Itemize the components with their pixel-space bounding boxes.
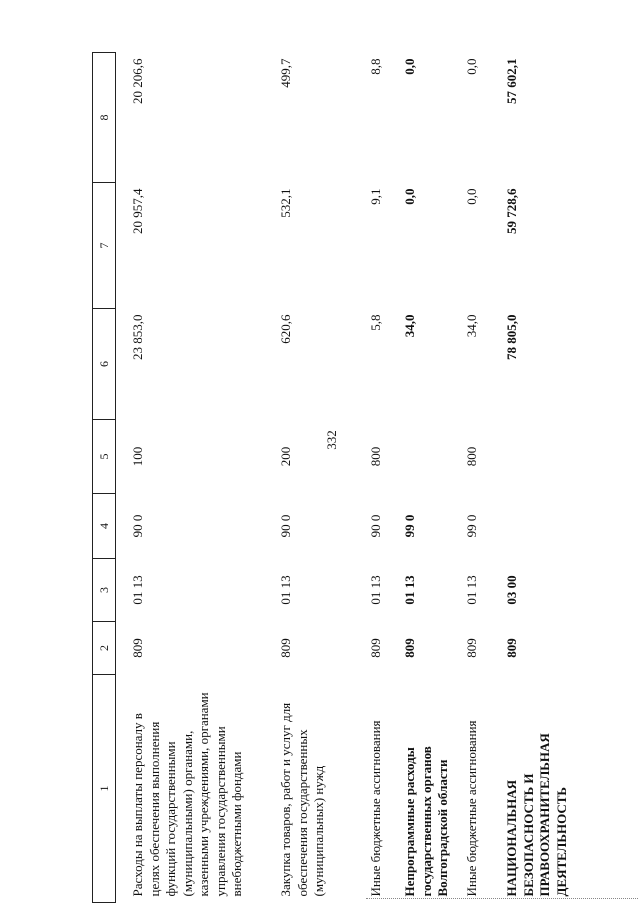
cell-expense-type: 200: [278, 446, 293, 467]
table-row: [130, 53, 278, 903]
cell-amount-col7: 59 728,6: [504, 188, 519, 234]
row-label: Непрограммные расходы государственных органов Волгоградской области: [402, 746, 450, 897]
table-row: [368, 53, 402, 903]
table-header-row: [93, 53, 116, 903]
cell-amount-col7: 20 957,4: [130, 188, 145, 234]
cell-department: 809: [504, 638, 519, 658]
cell-expense-type: 800: [368, 446, 383, 467]
cell-department: 809: [278, 638, 293, 658]
column-header: 5: [93, 420, 116, 494]
cell-amount-col6: 34,0: [402, 314, 417, 338]
cell-section: 03 00: [504, 575, 519, 605]
budget-table-wrapper: [92, 53, 640, 903]
cell-department: 809: [368, 638, 383, 658]
cell-amount-col6: 5,8: [368, 314, 383, 331]
cell-expense-type: [504, 420, 584, 494]
cell-amount-col8: 0,0: [464, 58, 479, 75]
row-label: Иные бюджетные ассигнования: [464, 720, 479, 897]
column-header: 3: [93, 559, 116, 622]
cell-amount-col6: 34,0: [464, 314, 479, 338]
table-row: [278, 53, 368, 903]
cell-amount-col6: 620,6: [278, 314, 293, 344]
cell-amount-col6: 23 853,0: [130, 314, 145, 360]
cell-target-article: 90 0: [278, 514, 293, 538]
table-row: [504, 53, 584, 903]
cell-amount-col7: 9,1: [368, 188, 383, 205]
cell-target-article: [504, 494, 584, 559]
table-row: [464, 53, 504, 903]
column-header: 1: [93, 675, 116, 903]
column-header: 4: [93, 494, 116, 559]
cell-target-article: 90 0: [368, 514, 383, 538]
cell-section: 01 13: [368, 575, 383, 605]
table-row: [402, 53, 464, 903]
column-header: 6: [93, 309, 116, 420]
page-number: 332: [324, 430, 339, 450]
cell-target-article: 99 0: [402, 514, 417, 538]
cell-department: 809: [130, 638, 145, 658]
cell-section: 01 13: [278, 575, 293, 605]
scan-edge-dotted-line: [366, 898, 638, 899]
cell-amount-col8: 20 206,6: [130, 58, 145, 104]
cell-amount-col8: 499,7: [278, 58, 293, 88]
cell-amount-col8: 57 602,1: [504, 58, 519, 104]
column-header: 8: [93, 53, 116, 183]
cell-amount-col8: 0,0: [402, 58, 417, 75]
cell-amount-col7: 0,0: [402, 188, 417, 205]
cell-expense-type: 100: [130, 446, 145, 467]
cell-section: 01 13: [464, 575, 479, 605]
cell-amount-col7: 0,0: [464, 188, 479, 205]
cell-amount-col6: 78 805,0: [504, 314, 519, 360]
cell-target-article: 99 0: [464, 514, 479, 538]
row-label: НАЦИОНАЛЬНАЯ БЕЗОПАСНОСТЬ И ПРАВООХРАНИТЕЛЬНАЯ ДЕЯТЕЛЬНОСТЬ: [504, 733, 569, 897]
cell-department: 809: [402, 638, 417, 658]
row-label: Закупка товаров, работ и услуг для обеспечения государственных (муниципальных) нужд: [278, 702, 326, 897]
cell-section: 01 13: [130, 575, 145, 605]
column-header: 7: [93, 183, 116, 309]
cell-amount-col8: 8,8: [368, 58, 383, 75]
budget-table: [92, 52, 584, 903]
cell-department: 809: [464, 638, 479, 658]
column-header: 2: [93, 622, 116, 675]
cell-section: 01 13: [402, 575, 417, 605]
cell-expense-type: 800: [464, 446, 479, 467]
row-label: Расходы на выплаты персоналу в целях обеспечения выполнения функций государственными (муниципальными) органами, казенными учреждениями, органами управления государственными внебюджетными фондами: [130, 692, 244, 897]
cell-amount-col7: 532,1: [278, 188, 293, 218]
row-label: Иные бюджетные ассигнования: [368, 720, 383, 897]
cell-target-article: 90 0: [130, 514, 145, 538]
cell-expense-type: [402, 420, 464, 494]
